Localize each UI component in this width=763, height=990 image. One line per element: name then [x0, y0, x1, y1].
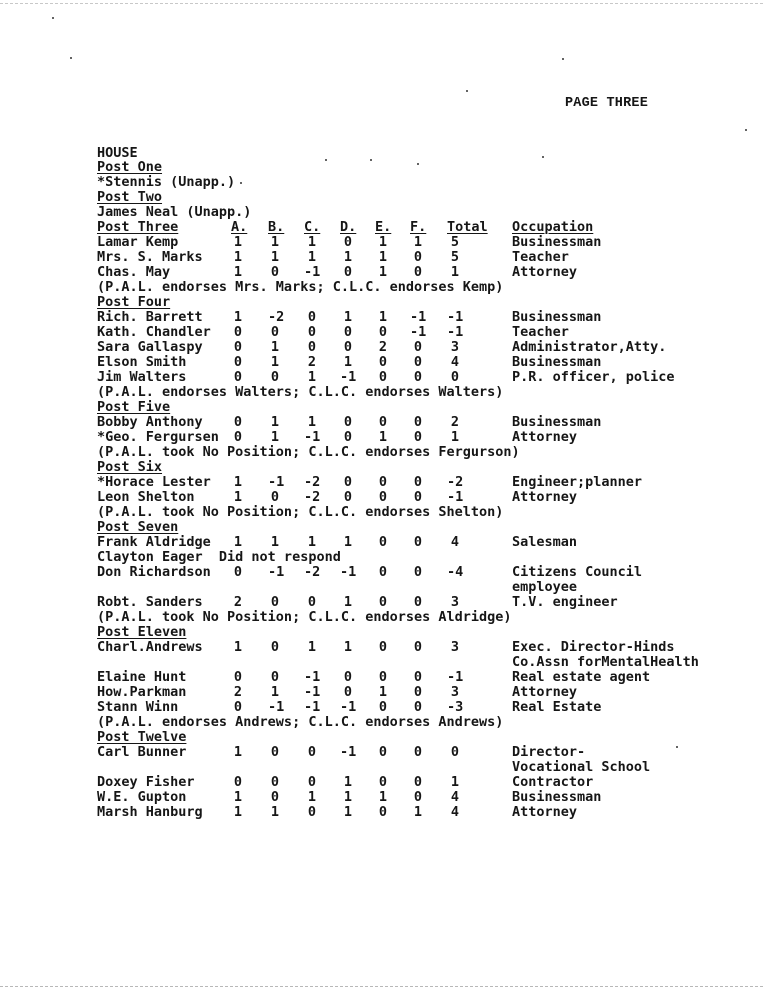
- score-d: 0: [343, 339, 353, 355]
- post-title: Post Seven: [97, 519, 179, 535]
- score-a: 0: [233, 414, 243, 430]
- note-text: (P.A.L. endorses Mrs. Marks; C.L.C. endorses Kemp): [97, 279, 504, 295]
- score-b: 0: [270, 324, 280, 340]
- candidate-row: [97, 310, 737, 325]
- score-b: -1: [268, 474, 285, 490]
- score-d: 1: [343, 774, 353, 790]
- scan-speck: [466, 90, 468, 92]
- score-c: 0: [307, 774, 317, 790]
- candidate-occupation: Salesman: [512, 534, 578, 550]
- score-a: 1: [233, 804, 243, 820]
- score-c: 2: [307, 354, 317, 370]
- score-e: 0: [378, 774, 388, 790]
- candidate-row: [97, 325, 737, 340]
- score-total: 2: [450, 414, 460, 430]
- score-b: 0: [270, 774, 280, 790]
- candidate-name: Rich. Barrett: [97, 309, 203, 325]
- candidate-occupation: Attorney: [512, 489, 578, 505]
- candidate-occupation: Attorney: [512, 264, 578, 280]
- score-c: 1: [307, 414, 317, 430]
- scan-speck: [70, 57, 72, 59]
- score-b: 1: [270, 249, 280, 265]
- score-c: 0: [307, 324, 317, 340]
- score-f: 0: [413, 639, 423, 655]
- score-d: 1: [343, 309, 353, 325]
- candidate-row: [97, 775, 737, 790]
- score-total: 4: [450, 534, 460, 550]
- score-a: 2: [233, 684, 243, 700]
- note-text: (P.A.L. endorses Walters; C.L.C. endorses Walters): [97, 384, 504, 400]
- scan-speck: [562, 58, 564, 60]
- score-a: 0: [233, 669, 243, 685]
- candidate-occupation: Attorney: [512, 684, 578, 700]
- candidate-occupation: Citizens Council: [512, 564, 643, 580]
- score-a: 2: [233, 594, 243, 610]
- score-total: -3: [447, 699, 464, 715]
- candidate-row: [97, 340, 737, 355]
- post-heading: [97, 730, 737, 745]
- column-header-c: C.: [304, 219, 321, 235]
- column-header-d: D.: [340, 219, 357, 235]
- score-total: 1: [450, 774, 460, 790]
- score-d: 0: [343, 414, 353, 430]
- score-f: 0: [413, 684, 423, 700]
- score-e: 0: [378, 639, 388, 655]
- score-c: 0: [307, 744, 317, 760]
- post-heading: [97, 520, 737, 535]
- score-a: 0: [233, 429, 243, 445]
- score-total: -1: [447, 324, 464, 340]
- score-total: -1: [447, 489, 464, 505]
- score-f: 0: [413, 789, 423, 805]
- candidate-occupation: Attorney: [512, 804, 578, 820]
- score-f: 0: [413, 414, 423, 430]
- candidate-name: Elaine Hunt: [97, 669, 187, 685]
- candidate-occupation: Businessman: [512, 309, 602, 325]
- score-total: 3: [450, 339, 460, 355]
- score-c: 1: [307, 234, 317, 250]
- column-header-b: B.: [268, 219, 285, 235]
- score-e: 0: [378, 744, 388, 760]
- score-f: -1: [410, 309, 427, 325]
- candidate-name: *Geo. Fergursen: [97, 429, 219, 445]
- score-a: 0: [233, 354, 243, 370]
- candidate-row: [97, 370, 737, 385]
- candidate-row: [97, 475, 737, 490]
- score-d: 1: [343, 639, 353, 655]
- candidate-name: Elson Smith: [97, 354, 187, 370]
- candidate-name: Kath. Chandler: [97, 324, 211, 340]
- candidate-name: Jim Walters: [97, 369, 187, 385]
- score-a: 0: [233, 774, 243, 790]
- scan-speck: [52, 17, 54, 19]
- score-d: 1: [343, 534, 353, 550]
- score-c: -2: [304, 564, 321, 580]
- candidate-row: [97, 415, 737, 430]
- score-total: 0: [450, 369, 460, 385]
- post-title: Post Twelve: [97, 729, 187, 745]
- note-line: [97, 610, 737, 625]
- score-e: 0: [378, 414, 388, 430]
- candidate-name: W.E. Gupton: [97, 789, 187, 805]
- candidate-occupation: Engineer;planner: [512, 474, 643, 490]
- post-title: Post Four: [97, 294, 171, 310]
- candidate-occupation: Administrator,Atty.: [512, 339, 667, 355]
- note-line: [97, 175, 737, 190]
- post-title: Post Five: [97, 399, 171, 415]
- score-d: 1: [343, 789, 353, 805]
- note-line: [97, 445, 737, 460]
- score-e: 1: [378, 789, 388, 805]
- score-total: -4: [447, 564, 464, 580]
- score-total: 5: [450, 234, 460, 250]
- score-e: 1: [378, 429, 388, 445]
- score-c: -2: [304, 489, 321, 505]
- score-f: 0: [413, 669, 423, 685]
- score-d: 0: [343, 264, 353, 280]
- candidate-occupation: Contractor: [512, 774, 594, 790]
- score-d: -1: [340, 564, 357, 580]
- candidate-name: Robt. Sanders: [97, 594, 203, 610]
- candidate-row: [97, 700, 737, 715]
- score-b: -1: [268, 699, 285, 715]
- score-c: -2: [304, 474, 321, 490]
- score-d: 1: [343, 594, 353, 610]
- candidate-occupation: T.V. engineer: [512, 594, 618, 610]
- score-f: 1: [413, 234, 423, 250]
- score-total: 4: [450, 354, 460, 370]
- score-a: 1: [233, 474, 243, 490]
- score-b: 1: [270, 534, 280, 550]
- score-e: 1: [378, 249, 388, 265]
- post-heading: [97, 460, 737, 475]
- score-e: 0: [378, 534, 388, 550]
- score-a: 0: [233, 564, 243, 580]
- score-b: 1: [270, 339, 280, 355]
- score-f: 0: [413, 264, 423, 280]
- score-total: 1: [450, 429, 460, 445]
- score-d: 0: [343, 234, 353, 250]
- score-c: 1: [307, 534, 317, 550]
- score-e: 0: [378, 474, 388, 490]
- score-b: 1: [270, 804, 280, 820]
- score-d: 1: [343, 249, 353, 265]
- scan-speck: [542, 156, 544, 158]
- post-heading: [97, 160, 737, 175]
- candidate-row: [97, 805, 737, 820]
- score-c: -1: [304, 699, 321, 715]
- score-total: 3: [450, 594, 460, 610]
- candidate-name: Frank Aldridge: [97, 534, 211, 550]
- score-b: 1: [270, 354, 280, 370]
- candidate-occupation: Vocational School: [512, 759, 651, 775]
- candidate-row: [97, 250, 737, 265]
- column-header-occupation: Occupation: [512, 219, 594, 235]
- score-f: 0: [413, 369, 423, 385]
- score-c: -1: [304, 264, 321, 280]
- candidate-row: [97, 490, 737, 505]
- occupation-continuation: [97, 580, 737, 595]
- score-a: 0: [233, 324, 243, 340]
- score-b: 0: [270, 264, 280, 280]
- score-d: 0: [343, 489, 353, 505]
- column-header-a: A.: [231, 219, 248, 235]
- score-c: -1: [304, 429, 321, 445]
- score-f: 0: [413, 354, 423, 370]
- candidate-occupation: P.R. officer, police: [512, 369, 675, 385]
- score-d: 0: [343, 669, 353, 685]
- score-e: 0: [378, 369, 388, 385]
- score-b: 0: [270, 489, 280, 505]
- note-text: (P.A.L. endorses Andrews; C.L.C. endorses Andrews): [97, 714, 504, 730]
- score-a: 1: [233, 534, 243, 550]
- score-e: 0: [378, 489, 388, 505]
- score-d: -1: [340, 699, 357, 715]
- score-c: 0: [307, 804, 317, 820]
- note-line: [97, 715, 737, 730]
- post-title: Post Two: [97, 189, 163, 205]
- score-total: 0: [450, 744, 460, 760]
- candidate-row: [97, 235, 737, 250]
- score-c: 1: [307, 639, 317, 655]
- score-f: 0: [413, 249, 423, 265]
- candidate-occupation: Co.Assn forMentalHealth: [512, 654, 699, 670]
- score-f: 0: [413, 474, 423, 490]
- candidate-occupation: Businessman: [512, 234, 602, 250]
- candidate-row: [97, 670, 737, 685]
- post-heading: [97, 190, 737, 205]
- score-f: -1: [410, 324, 427, 340]
- score-f: 0: [413, 699, 423, 715]
- score-f: 0: [413, 594, 423, 610]
- candidate-occupation: Businessman: [512, 789, 602, 805]
- score-f: 0: [413, 564, 423, 580]
- note-line: [97, 385, 737, 400]
- score-e: 2: [378, 339, 388, 355]
- candidate-occupation: Teacher: [512, 249, 569, 265]
- candidate-occupation: Teacher: [512, 324, 569, 340]
- candidate-row: [97, 430, 737, 445]
- score-e: 0: [378, 669, 388, 685]
- candidate-name: Don Richardson: [97, 564, 211, 580]
- score-d: -1: [340, 744, 357, 760]
- candidate-name: Mrs. S. Marks: [97, 249, 203, 265]
- candidate-row: [97, 685, 737, 700]
- score-f: 0: [413, 339, 423, 355]
- post-heading: [97, 400, 737, 415]
- score-total: 5: [450, 249, 460, 265]
- score-c: 0: [307, 309, 317, 325]
- post-title: Post Six: [97, 459, 163, 475]
- column-header-row: [97, 220, 737, 235]
- candidate-occupation: employee: [512, 579, 578, 595]
- candidate-row: [97, 790, 737, 805]
- score-total: 1: [450, 264, 460, 280]
- note-text: (P.A.L. took No Position; C.L.C. endorses Shelton): [97, 504, 504, 520]
- score-a: 1: [233, 264, 243, 280]
- score-d: 1: [343, 354, 353, 370]
- candidate-row: [97, 355, 737, 370]
- score-b: 1: [270, 684, 280, 700]
- score-d: 0: [343, 684, 353, 700]
- candidate-name: Lamar Kemp: [97, 234, 179, 250]
- candidate-name: Doxey Fisher: [97, 774, 195, 790]
- score-d: 0: [343, 474, 353, 490]
- score-b: 0: [270, 669, 280, 685]
- note-text: James Neal (Unapp.): [97, 204, 252, 220]
- occupation-continuation: [97, 655, 737, 670]
- candidate-occupation: Businessman: [512, 354, 602, 370]
- note-line: [97, 505, 737, 520]
- score-b: 1: [270, 429, 280, 445]
- post-title: Post One: [97, 159, 163, 175]
- note-text: *Stennis (Unapp.): [97, 174, 236, 190]
- note-line: [97, 205, 737, 220]
- score-d: -1: [340, 369, 357, 385]
- score-b: -2: [268, 309, 285, 325]
- score-b: 0: [270, 639, 280, 655]
- score-b: -1: [268, 564, 285, 580]
- score-total: 3: [450, 684, 460, 700]
- candidate-row: [97, 535, 737, 550]
- score-a: 0: [233, 369, 243, 385]
- score-f: 0: [413, 534, 423, 550]
- candidate-name: *Horace Lester: [97, 474, 211, 490]
- score-c: 0: [307, 594, 317, 610]
- score-a: 0: [233, 699, 243, 715]
- candidate-name: Chas. May: [97, 264, 171, 280]
- score-c: 1: [307, 249, 317, 265]
- post-title: Post Eleven: [97, 624, 187, 640]
- score-total: 4: [450, 789, 460, 805]
- candidate-name: Sara Gallaspy: [97, 339, 203, 355]
- candidate-name: Marsh Hanburg: [97, 804, 203, 820]
- page-top-edge: [0, 3, 763, 4]
- score-e: 1: [378, 264, 388, 280]
- candidate-row: [97, 640, 737, 655]
- note-text: (P.A.L. took No Position; C.L.C. endorses Aldridge): [97, 609, 512, 625]
- score-f: 0: [413, 489, 423, 505]
- note-text: Clayton Eager Did not respond: [97, 549, 341, 565]
- column-header-e: E.: [375, 219, 392, 235]
- candidate-row: [97, 595, 737, 610]
- score-f: 0: [413, 774, 423, 790]
- score-e: 0: [378, 804, 388, 820]
- score-total: 4: [450, 804, 460, 820]
- candidate-occupation: Businessman: [512, 414, 602, 430]
- score-total: -2: [447, 474, 464, 490]
- score-c: 1: [307, 789, 317, 805]
- score-e: 0: [378, 699, 388, 715]
- score-e: 0: [378, 324, 388, 340]
- post-heading: [97, 625, 737, 640]
- score-c: 1: [307, 369, 317, 385]
- score-b: 1: [270, 234, 280, 250]
- note-line: [97, 550, 737, 565]
- candidate-name: How.Parkman: [97, 684, 187, 700]
- score-total: 3: [450, 639, 460, 655]
- candidate-occupation: Real Estate: [512, 699, 602, 715]
- candidate-occupation: Exec. Director-Hinds: [512, 639, 675, 655]
- candidate-occupation: Real estate agent: [512, 669, 651, 685]
- score-e: 0: [378, 594, 388, 610]
- score-f: 0: [413, 429, 423, 445]
- candidate-occupation: Director-: [512, 744, 586, 760]
- post-title: Post Three: [97, 219, 179, 235]
- score-a: 0: [233, 339, 243, 355]
- score-e: 1: [378, 684, 388, 700]
- score-a: 1: [233, 234, 243, 250]
- candidate-row: [97, 565, 737, 580]
- score-total: -1: [447, 669, 464, 685]
- occupation-continuation: [97, 760, 737, 775]
- note-text: (P.A.L. took No Position; C.L.C. endorses Fergurson): [97, 444, 520, 460]
- score-d: 0: [343, 429, 353, 445]
- score-a: 1: [233, 744, 243, 760]
- score-a: 1: [233, 249, 243, 265]
- candidate-row: [97, 265, 737, 280]
- score-f: 0: [413, 744, 423, 760]
- note-line: [97, 280, 737, 295]
- score-e: 1: [378, 234, 388, 250]
- column-header-f: F.: [410, 219, 427, 235]
- candidate-row: [97, 745, 737, 760]
- score-a: 1: [233, 309, 243, 325]
- score-c: -1: [304, 684, 321, 700]
- score-a: 1: [233, 639, 243, 655]
- score-b: 0: [270, 369, 280, 385]
- score-c: 0: [307, 339, 317, 355]
- candidate-occupation: Attorney: [512, 429, 578, 445]
- page-bottom-edge: [0, 986, 763, 987]
- score-e: 0: [378, 354, 388, 370]
- candidate-name: Charl.Andrews: [97, 639, 203, 655]
- score-b: 0: [270, 744, 280, 760]
- post-heading: [97, 295, 737, 310]
- score-a: 1: [233, 789, 243, 805]
- candidate-name: Stann Winn: [97, 699, 179, 715]
- score-f: 1: [413, 804, 423, 820]
- candidate-name: Bobby Anthony: [97, 414, 203, 430]
- score-e: 0: [378, 564, 388, 580]
- page-number: PAGE THREE: [565, 96, 649, 111]
- score-d: 1: [343, 804, 353, 820]
- candidate-name: Leon Shelton: [97, 489, 195, 505]
- section-title: HOUSE: [97, 145, 138, 161]
- score-b: 0: [270, 789, 280, 805]
- score-c: -1: [304, 669, 321, 685]
- score-d: 0: [343, 324, 353, 340]
- score-total: -1: [447, 309, 464, 325]
- score-e: 1: [378, 309, 388, 325]
- score-b: 1: [270, 414, 280, 430]
- scan-speck: [745, 129, 747, 131]
- score-b: 0: [270, 594, 280, 610]
- column-header-total: Total: [447, 219, 488, 235]
- score-a: 1: [233, 489, 243, 505]
- candidate-name: Carl Bunner: [97, 744, 187, 760]
